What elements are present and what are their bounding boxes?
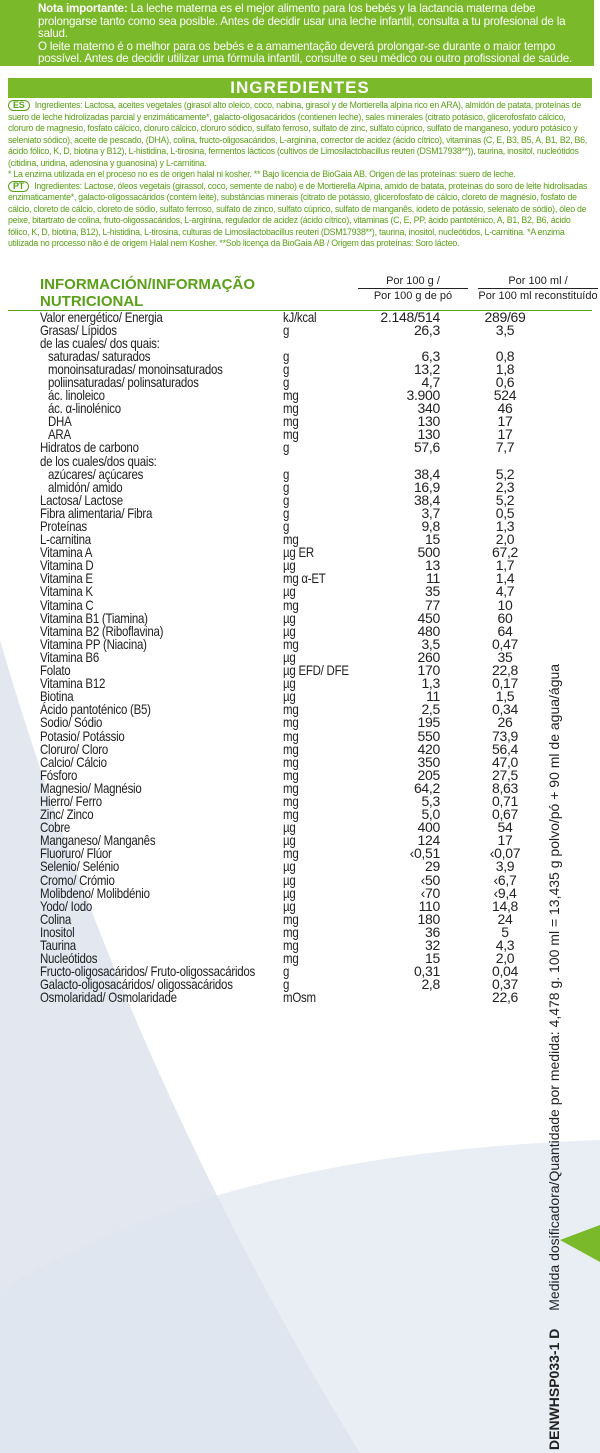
value-per-100g: 2,5 — [421, 701, 440, 718]
value-per-100ml: 2,3 — [495, 478, 515, 495]
nutrient-label: Potasio/ Potássio — [40, 727, 125, 744]
value-per-100g: 450 — [417, 609, 440, 626]
nutrient-unit: g — [283, 360, 290, 377]
nutrient-unit: mg — [283, 923, 299, 940]
value-per-100ml: 0,67 — [491, 806, 519, 823]
nutrient-label: poliinsaturadas/ polinsaturados — [48, 373, 199, 390]
nutrient-label: saturadas/ saturados — [48, 347, 151, 364]
value-per-100g: 36 — [425, 923, 440, 940]
value-per-100g: 2.148/514 — [380, 308, 440, 325]
column-header-100g — [358, 274, 468, 303]
value-per-100ml: 54 — [497, 819, 513, 836]
nutrient-unit: g — [283, 518, 290, 534]
nutrient-label: Osmolaridad/ Osmolaridade — [40, 989, 177, 1006]
nutrient-label: Vitamina B12 — [40, 675, 106, 692]
nutrient-label: Vitamina B6 — [40, 648, 99, 665]
value-per-100ml: 17 — [497, 426, 513, 443]
col1-line1: Por 100 g / — [358, 274, 468, 289]
value-per-100ml: 27,5 — [491, 766, 519, 783]
value-per-100ml: 524 — [493, 387, 517, 404]
nutrient-unit: g — [283, 491, 290, 508]
nutrient-unit: mg — [283, 635, 299, 652]
nutrient-label: Cobre — [40, 819, 71, 836]
value-per-100ml: 5,2 — [495, 491, 515, 508]
value-per-100g: 3,5 — [421, 635, 440, 652]
nutrient-unit: µg — [283, 688, 296, 705]
value-per-100g: 38,4 — [413, 465, 440, 482]
value-per-100g: 550 — [417, 727, 440, 744]
value-per-100ml: 26 — [497, 714, 513, 731]
value-per-100g: ‹50 — [420, 871, 440, 888]
ingredients-es-text: Ingredientes: Lactosa, aceites vegetales (girasol alto oleico, coco, nabina, girasol y de Mortierella alpina rico en ARA), almidón de patata, proteínas de suero de leche hidrolizadas parcial y enzimáticamente*, galacto-oligosacáridos (contienen leche), sales minerales (citrato potásico, glicerofosfato cálcico, cloruro de magnesio, fosfato cálcico, cloruro cálcico, cloruro sódico, sulfato ferroso, sulfato de zinc, sulfato cúprico, sulfato de manganeso, yoduro potásico y seleniato sódico), aceite de pescado, (DHA), colina, fructo-oligosacáridos, L-arginina, corrector de acidez (ácido cítrico), vitaminas (C, E, B3, B5, A, B1, B2, B6, ácido fólico, K, D, biotina y B12), L-histidina, L-tirosina, fermentos lácticos (cultivos de Limosilactobacillus reuteri (DSM17938**)), taurina, inositol, nucleótidos (citidina, uridina, adenosina y guanosina) y L-carnitina. — [8, 100, 587, 168]
nutrient-unit: mg — [283, 727, 299, 744]
value-per-100g: 15 — [425, 950, 440, 967]
table-row — [0, 910, 600, 927]
nutrient-unit: µg EFD/ DFE — [283, 662, 349, 679]
value-per-100ml: 8,63 — [491, 779, 519, 796]
value-per-100ml: 73,9 — [491, 727, 519, 744]
nutrient-label: Biotina — [40, 688, 74, 705]
value-per-100ml: 46 — [497, 400, 513, 417]
value-per-100g: 400 — [417, 819, 440, 836]
value-per-100g: 480 — [417, 622, 440, 639]
value-per-100ml: 22,8 — [491, 662, 519, 679]
value-per-100g: 15 — [425, 531, 440, 548]
ingredients-block — [8, 100, 592, 250]
nutrient-label: Nucleótidos — [40, 950, 98, 967]
value-per-100ml: ‹9,4 — [493, 884, 517, 901]
value-per-100ml: 35 — [497, 648, 513, 665]
value-per-100g: 180 — [417, 910, 440, 927]
table-row — [0, 991, 600, 1004]
value-per-100g: ‹0,51 — [409, 845, 440, 862]
nutrient-label: Zinc/ Zinco — [40, 806, 94, 823]
nutrient-label: almidón/ amido — [48, 478, 123, 495]
nutrient-label: Vitamina D — [40, 557, 94, 574]
nutrient-label: Manganeso/ Manganês — [40, 832, 156, 849]
value-per-100ml: 3,9 — [495, 858, 515, 875]
value-per-100g: 11 — [426, 570, 440, 587]
value-per-100g: 26,3 — [413, 321, 440, 338]
value-per-100ml: 17 — [497, 413, 513, 430]
nutrient-unit: µg — [283, 557, 296, 574]
nutrient-unit: µg — [283, 832, 296, 849]
nutrient-label: Vitamina C — [40, 596, 94, 613]
value-per-100g: 13 — [425, 557, 440, 574]
value-per-100g: 350 — [417, 753, 440, 770]
nutrient-unit: mg — [283, 426, 299, 443]
value-per-100ml: 0,04 — [491, 963, 519, 980]
nutrient-unit: µg — [283, 858, 296, 875]
nutrient-unit: mg — [283, 937, 299, 953]
nutrient-label: Vitamina A — [40, 544, 93, 561]
col2-line1: Por 100 ml / — [478, 274, 598, 289]
measure-info: Medida dosificadora/Quantidade por medida: 4,478 g. 100 ml = 13,435 g polvo/pó + 90 ml de agua/água — [546, 663, 562, 1311]
value-per-100g: 5,3 — [421, 792, 440, 809]
nutrient-unit: µg — [283, 675, 296, 692]
value-per-100ml: 3,5 — [495, 321, 515, 338]
nutrient-unit: g — [283, 465, 290, 482]
nutrient-label: azúcares/ açúcares — [48, 465, 144, 482]
nutrient-unit: µg — [283, 609, 296, 626]
nutrition-title: INFORMACIÓN/INFORMAÇÃO NUTRICIONAL — [40, 275, 255, 310]
value-per-100g: 5,0 — [421, 806, 440, 823]
value-per-100ml: 0,47 — [491, 635, 519, 652]
value-per-100g: 0,31 — [413, 963, 440, 980]
nutrient-label: de las cuales/ dos quais: — [40, 334, 160, 351]
nutrient-unit: µg — [283, 884, 296, 901]
nutrient-unit: mg — [283, 845, 299, 862]
nutrient-label: Sodio/ Sódio — [40, 714, 103, 731]
value-per-100g: 29 — [425, 858, 440, 875]
value-per-100g: 130 — [417, 413, 440, 430]
ingredients-es — [8, 100, 592, 169]
nutrient-unit: mg α-ET — [283, 570, 326, 587]
nutrient-unit: mg — [283, 531, 299, 548]
nutrient-unit: mg — [283, 753, 299, 770]
nutrient-unit: mg — [283, 792, 299, 809]
value-per-100ml: ‹6,7 — [493, 871, 517, 888]
value-per-100ml: 5 — [501, 923, 509, 940]
value-per-100g: 340 — [417, 400, 440, 417]
value-per-100ml: 0,37 — [491, 976, 519, 993]
value-per-100ml: 14,8 — [491, 897, 519, 914]
value-per-100g: 260 — [417, 648, 440, 665]
nutrient-unit: mg — [283, 714, 299, 731]
value-per-100ml: 0,34 — [491, 701, 519, 718]
nutrient-label: Lactosa/ Lactose — [40, 491, 123, 508]
nutrient-label: Selenio/ Selénio — [40, 858, 120, 875]
nutrient-unit: mg — [283, 910, 299, 927]
value-per-100ml: 22,6 — [491, 989, 519, 1006]
value-per-100g: 2,8 — [421, 976, 440, 993]
nutrient-unit: g — [283, 504, 290, 521]
nutrient-unit: µg ER — [283, 544, 314, 561]
nutrient-unit: mg — [283, 400, 299, 417]
nutrient-unit: mg — [283, 387, 299, 404]
nutrient-unit: g — [283, 478, 290, 495]
nutrient-label: Vitamina K — [40, 583, 93, 600]
nutrient-label: Inositol — [40, 923, 75, 940]
nutrient-label: Vitamina E — [40, 570, 93, 587]
value-per-100g: 13,2 — [413, 360, 440, 377]
nutrient-label: Vitamina B1 (Tiamina) — [40, 609, 148, 626]
nutrient-label: Magnesio/ Magnésio — [40, 779, 142, 796]
nutrient-unit: g — [283, 347, 290, 364]
ingredients-es-note: * La enzima utilizada en el proceso no es de origen halal ni kosher. ** Bajo licencia de BioGaia AB. Origen de las proteínas: suero de leche. — [8, 169, 516, 179]
nutrient-unit: g — [283, 321, 290, 338]
value-per-100ml: 1,5 — [495, 688, 515, 705]
nutrient-label: Fósforo — [40, 766, 78, 783]
ingredients-pt-text: Ingredientes: Lactose, óleos vegetais (girassol, coco, semente de nabo) e de Mortierella Alpina, amido de batata, proteínas do soro de leite hidrolisadas enzimaticamente*, galacto-oligossacáridos (contém leite), substâncias minerais (citrato de potássio, glicerofosfato de cálcio, cloreto de magnésio, fosfato de cálcio, cloreto de cálcio, cloreto de sódio, sulfato ferroso, sulfato de zinco, sulfato cúprico, sulfato de manganês, iodeto de potássio, selenato de sódio), óleo de peixe, bitartrato de colina, fruto-oligossacáridos, L-arginina, regulador de acidez (ácido cítrico), vitaminas (C, E, PP, ácido pantoténico, A, B1, B2, B6, ácido fólico, K, D, biotina, B12), L-histidina, L-tirosina, culturas de Limosilactobacillus reuteri (DSM17938**), taurina, inositol, nucleótidos, L-carnitina. *A enzima utilizada no processo não é de origem Halal nem Kosher. **Sob licença da BioGaia AB / Origem das proteínas: Soro lácteo. — [8, 180, 588, 248]
nutrient-unit: mg — [283, 596, 299, 613]
value-per-100ml: 0,6 — [495, 373, 515, 390]
nutrient-unit: µg — [283, 622, 296, 639]
nutrient-unit: µg — [283, 897, 296, 914]
nutrient-label: Yodo/ Iodo — [40, 897, 93, 914]
value-per-100g: 32 — [425, 937, 440, 953]
value-per-100ml: 289/69 — [484, 308, 526, 325]
nutrient-label: Calcio/ Cálcio — [40, 753, 107, 770]
col1-line2: Por 100 g de pó — [373, 289, 453, 302]
nutrient-unit: mg — [283, 779, 299, 796]
important-notice — [0, 0, 594, 66]
nutrient-unit: mg — [283, 740, 299, 757]
ingredients-title: INGREDIENTES — [8, 78, 592, 98]
value-per-100g: 6,3 — [421, 347, 440, 364]
nutrient-label: Vitamina B2 (Riboflavina) — [40, 622, 164, 639]
value-per-100ml: 4,3 — [495, 937, 515, 953]
value-per-100ml: 2,0 — [495, 950, 515, 967]
value-per-100g: ‹70 — [420, 884, 440, 901]
nutrient-unit: µg — [283, 648, 296, 665]
value-per-100g: 1,3 — [421, 675, 440, 692]
value-per-100ml: 1,7 — [495, 557, 515, 574]
value-per-100g: 3.900 — [406, 387, 440, 404]
nutrient-label: ARA — [48, 426, 71, 443]
value-per-100g: 500 — [417, 544, 440, 561]
nutrition-table — [0, 308, 600, 1006]
nutrient-unit: g — [283, 963, 290, 980]
value-per-100ml: 7,7 — [495, 439, 515, 456]
nutrient-unit: mg — [283, 766, 299, 783]
nutrient-unit: µg — [283, 583, 296, 600]
nutrient-unit: g — [283, 976, 290, 993]
value-per-100ml: 1,3 — [495, 518, 515, 534]
value-per-100g: 11 — [426, 688, 440, 705]
notice-lead: Nota importante: — [38, 2, 128, 15]
nutrient-label: DHA — [48, 413, 72, 430]
nutrition-header — [8, 272, 598, 311]
nutrient-label: Molibdeno/ Molibdénio — [40, 884, 150, 901]
value-per-100ml: 24 — [497, 910, 513, 927]
notice-pt: O leite materno é o melhor para os bebés e a amamentação deverá prolongar-se durante o maior tempo possível. Antes de decidir utilizar uma fórmula infantil, consulte o seu médico ou outro profissional de saúde. — [38, 39, 572, 66]
nutrient-label: Valor energético/ Energia — [40, 308, 163, 325]
nutrient-label: Hidratos de carbono — [40, 439, 139, 456]
value-per-100g: 64,2 — [413, 779, 440, 796]
column-header-100ml — [478, 274, 598, 303]
value-per-100ml: ‹0,07 — [489, 845, 521, 862]
nutrient-label: Proteínas — [40, 518, 87, 534]
value-per-100ml: 1,4 — [495, 570, 515, 587]
value-per-100g: 16,9 — [413, 478, 440, 495]
value-per-100g: 57,6 — [413, 439, 440, 456]
value-per-100g: 35 — [425, 583, 440, 600]
nutrient-label: de los cuales/dos quais: — [40, 452, 157, 469]
nutrient-unit: mg — [283, 701, 299, 718]
flag-pt: PT — [8, 181, 29, 192]
value-per-100g: 38,4 — [413, 491, 440, 508]
nutrient-label: Cromo/ Crómio — [40, 871, 115, 888]
value-per-100ml: 0,8 — [495, 347, 515, 364]
nutrient-unit: mg — [283, 806, 299, 823]
nutrient-label: L-carnitina — [40, 531, 91, 548]
value-per-100ml: 2,0 — [495, 531, 515, 548]
nutrient-label: Fructo-oligosacáridos/ Fruto-oligossacáridos — [40, 963, 256, 980]
value-per-100ml: 60 — [497, 609, 513, 626]
nutrient-unit: µg — [283, 819, 296, 836]
nutrient-unit: mOsm — [283, 989, 316, 1006]
value-per-100g: 3,7 — [421, 504, 440, 521]
value-per-100ml: 0,71 — [491, 792, 519, 809]
nutrient-label: ác. linoleico — [48, 387, 105, 404]
value-per-100g: 77 — [425, 596, 440, 613]
nutrient-label: monoinsaturadas/ monoinsaturados — [48, 360, 223, 377]
value-per-100ml: 1,8 — [495, 360, 515, 377]
value-per-100ml: 10 — [497, 596, 513, 613]
nutrient-label: Grasas/ Lípidos — [40, 321, 117, 338]
nutrient-label: Taurina — [40, 937, 76, 953]
nutrient-label: Hierro/ Ferro — [40, 792, 102, 809]
ingredients-pt — [8, 181, 592, 250]
value-per-100g: 9,8 — [421, 518, 440, 534]
nutrient-label: Colina — [40, 910, 72, 927]
value-per-100ml: 47,0 — [491, 753, 519, 770]
value-per-100g: 420 — [417, 740, 440, 757]
value-per-100g: 170 — [417, 662, 440, 679]
nutrient-unit: kJ/kcal — [283, 308, 317, 325]
notice-es: La leche materna es el mejor alimento para los bebés y la lactancia materna debe prolongarse tanto como sea posible. Antes de decidir usar una leche infantil, consulta a tu profesional de la salud. — [38, 2, 566, 41]
nutrient-unit: µg — [283, 871, 296, 888]
col2-line2: Por 100 ml reconstituído — [478, 289, 598, 302]
value-per-100g: 205 — [417, 766, 440, 783]
nutrient-label: Ácido pantoténico (B5) — [40, 701, 151, 718]
product-code: DENWHSP033-1 D — [546, 1328, 562, 1450]
value-per-100ml: 4,7 — [495, 583, 515, 600]
value-per-100ml: 67,2 — [491, 544, 519, 561]
value-per-100g: 124 — [417, 832, 440, 849]
value-per-100ml: 5,2 — [495, 465, 515, 482]
value-per-100ml: 0,5 — [495, 504, 515, 521]
value-per-100ml: 0,17 — [491, 675, 519, 692]
nutrient-label: Fluoruro/ Flúor — [40, 845, 112, 862]
flag-es: ES — [8, 100, 30, 111]
nutrient-unit: g — [283, 439, 290, 456]
nutrient-label: ác. α-linolénico — [48, 400, 121, 417]
nutrient-unit: mg — [283, 413, 299, 430]
nutrient-label: Cloruro/ Cloro — [40, 740, 109, 757]
nutrient-label: Folato — [40, 662, 71, 679]
nutrient-label: Fibra alimentaria/ Fibra — [40, 504, 153, 521]
value-per-100ml: 17 — [497, 832, 513, 849]
value-per-100g: 130 — [417, 426, 440, 443]
value-per-100g: 4,7 — [421, 373, 440, 390]
nutrient-unit: g — [283, 373, 290, 390]
value-per-100g: 195 — [417, 714, 440, 731]
nutrient-unit: mg — [283, 950, 299, 967]
value-per-100ml: 64 — [497, 622, 513, 639]
value-per-100g: 110 — [418, 897, 440, 914]
value-per-100ml: 56,4 — [491, 740, 519, 757]
nutrient-label: Galacto-oligosacáridos/ oligossacáridos — [40, 976, 233, 993]
nutrient-label: Vitamina PP (Niacina) — [40, 635, 147, 652]
